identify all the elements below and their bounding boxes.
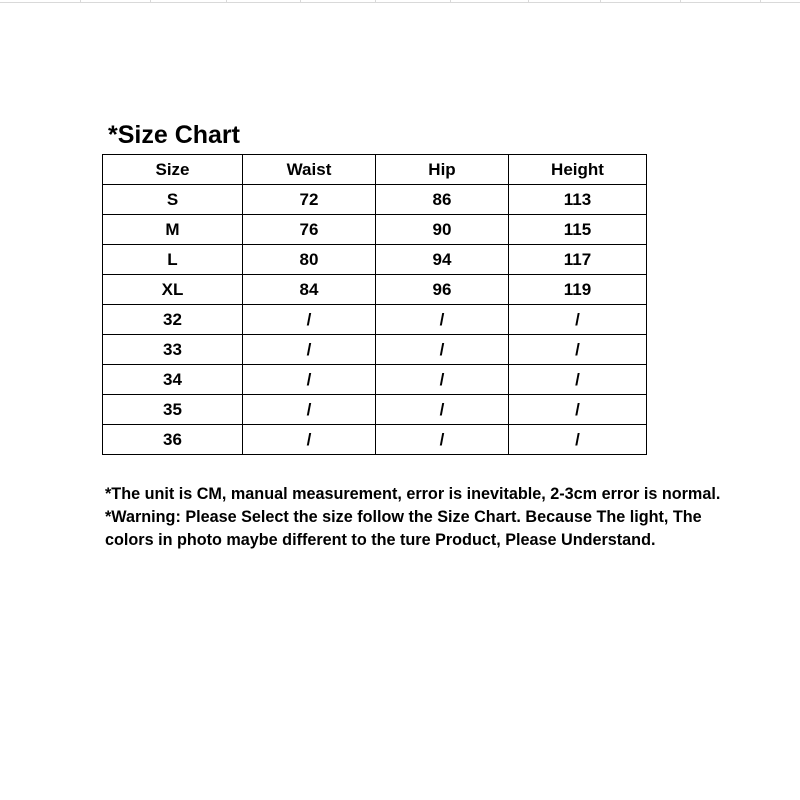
cell-waist: /: [243, 305, 376, 335]
cell-waist: /: [243, 395, 376, 425]
warning-note: *Warning: Please Select the size follow the Size Chart. Because The light, The: [105, 508, 702, 526]
table-row: [103, 395, 647, 425]
cell-height: /: [509, 395, 647, 425]
size-chart-table: [102, 154, 647, 455]
cell-hip: 90: [376, 215, 509, 245]
cell-height: /: [509, 425, 647, 455]
cell-size: 35: [103, 395, 243, 425]
table-row: [103, 275, 647, 305]
table-row: [103, 185, 647, 215]
cell-size: 34: [103, 365, 243, 395]
cell-hip: /: [376, 335, 509, 365]
cell-waist: 72: [243, 185, 376, 215]
cell-hip: /: [376, 395, 509, 425]
cell-size: L: [103, 245, 243, 275]
notes-block: [105, 483, 795, 552]
cell-height: 117: [509, 245, 647, 275]
cell-hip: 96: [376, 275, 509, 305]
header-height: Height: [509, 155, 647, 185]
table-header-row: [103, 155, 647, 185]
cell-size: S: [103, 185, 243, 215]
cell-height: /: [509, 365, 647, 395]
cell-height: 113: [509, 185, 647, 215]
header-hip: Hip: [376, 155, 509, 185]
cell-waist: 80: [243, 245, 376, 275]
cell-size: 33: [103, 335, 243, 365]
cell-hip: /: [376, 425, 509, 455]
cell-hip: /: [376, 305, 509, 335]
cell-waist: /: [243, 425, 376, 455]
header-size: Size: [103, 155, 243, 185]
table-row: [103, 425, 647, 455]
table-row: [103, 365, 647, 395]
cell-waist: 84: [243, 275, 376, 305]
cell-height: 115: [509, 215, 647, 245]
cell-waist: /: [243, 335, 376, 365]
header-waist: Waist: [243, 155, 376, 185]
cell-size: 36: [103, 425, 243, 455]
cell-height: 119: [509, 275, 647, 305]
table-row: [103, 305, 647, 335]
cell-hip: 94: [376, 245, 509, 275]
cell-size: XL: [103, 275, 243, 305]
cell-hip: /: [376, 365, 509, 395]
warning-note-continued: colors in photo maybe different to the ture Product, Please Understand.: [105, 531, 656, 549]
table-row: [103, 215, 647, 245]
table-row: [103, 245, 647, 275]
page-title: *Size Chart: [108, 121, 240, 149]
cell-waist: 76: [243, 215, 376, 245]
unit-note: *The unit is CM, manual measurement, error is inevitable, 2-3cm error is normal.: [105, 485, 721, 503]
cell-height: /: [509, 305, 647, 335]
top-ruler-ticks: [0, 0, 800, 3]
cell-height: /: [509, 335, 647, 365]
table-row: [103, 335, 647, 365]
cell-hip: 86: [376, 185, 509, 215]
cell-size: 32: [103, 305, 243, 335]
cell-waist: /: [243, 365, 376, 395]
cell-size: M: [103, 215, 243, 245]
